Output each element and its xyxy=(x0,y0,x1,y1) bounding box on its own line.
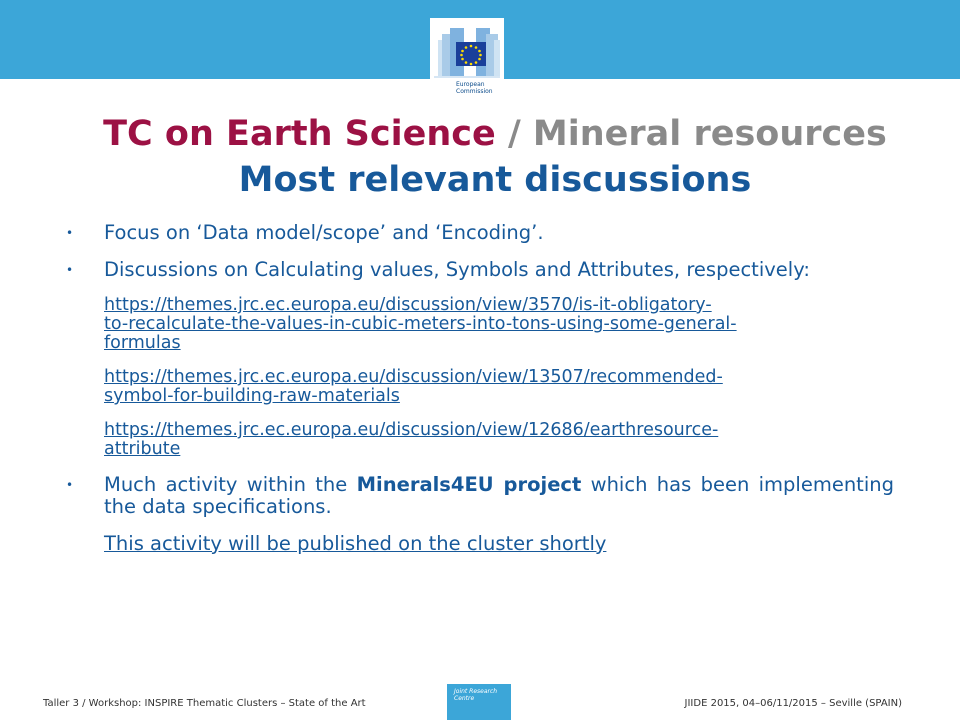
slide-title xyxy=(0,112,960,156)
slide-subtitle: Most relevant discussions xyxy=(238,160,752,200)
bullet-minerals-pre: Much activity within the xyxy=(104,473,357,496)
bullet-focus xyxy=(66,222,894,244)
discussion-link-attribute[interactable] xyxy=(66,421,894,459)
bullet-focus-text: Focus on ‘Data model/scope’ and ‘Encoding’. xyxy=(104,221,544,244)
bullet-minerals-post: which has been implementing the data specifications. xyxy=(104,473,894,518)
bullet-dot-icon: • xyxy=(66,478,74,492)
discussion-link-symbol[interactable] xyxy=(66,368,894,406)
jrc-logo xyxy=(447,684,511,720)
slide-content xyxy=(66,222,894,555)
discussion-link-calculating[interactable] xyxy=(66,296,894,353)
footer-workshop: Taller 3 / Workshop: INSPIRE Thematic Clusters – State of the Art xyxy=(43,698,366,709)
bullet-dot-icon: • xyxy=(66,226,74,240)
link-line[interactable]: https://themes.jrc.ec.europa.eu/discussion/view/3570/is-it-obligatory- xyxy=(104,295,712,315)
link-line[interactable]: symbol-for-building-raw-materials xyxy=(104,386,400,406)
cluster-publish-link[interactable]: This activity will be published on the cluster shortly xyxy=(104,532,607,555)
bullet-dot-icon: • xyxy=(66,263,74,277)
link-line[interactable]: to-recalculate-the-values-in-cubic-meters-into-tons-using-some-general- xyxy=(104,314,737,334)
ec-logo-text: European Commission xyxy=(456,81,493,95)
footer-event: JIIDE 2015, 04–06/11/2015 – Seville (SPAIN) xyxy=(684,698,902,709)
bullet-discussions xyxy=(66,259,894,281)
link-line[interactable]: https://themes.jrc.ec.europa.eu/discussion/view/13507/recommended- xyxy=(104,367,723,387)
minerals4eu-project: Minerals4EU project xyxy=(356,473,582,496)
jrc-logo-text: Joint Research Centre xyxy=(454,688,498,702)
link-line[interactable]: https://themes.jrc.ec.europa.eu/discussion/view/12686/earthresource- xyxy=(104,420,719,440)
european-commission-logo xyxy=(430,18,504,102)
bullet-discussions-text: Discussions on Calculating values, Symbols and Attributes, respectively: xyxy=(104,258,810,281)
title-part1: TC on Earth Science xyxy=(103,114,496,154)
link-line[interactable]: formulas xyxy=(104,333,181,353)
link-line[interactable]: attribute xyxy=(104,439,181,459)
title-part2: / Mineral resources xyxy=(495,114,887,154)
bullet-minerals4eu xyxy=(66,474,894,518)
